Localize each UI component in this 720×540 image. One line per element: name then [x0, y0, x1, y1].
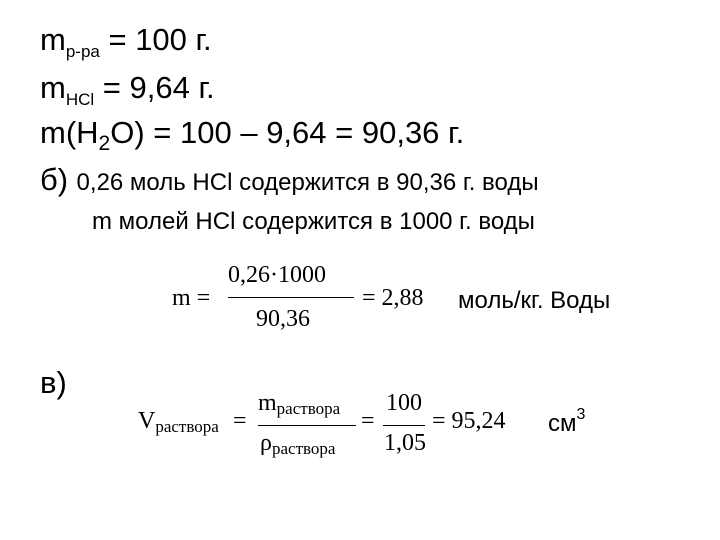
- formula-v-eq1: =: [233, 408, 247, 434]
- formula-v-result: = 95,24: [432, 408, 506, 434]
- formula-v-denominator-rho: ρраствора: [260, 430, 336, 458]
- given-mass-solution: $m_{р-ра} = 100$ г.: [40, 22, 212, 61]
- formula-v-numerator-100: 100: [386, 390, 422, 416]
- formula-v-denominator-105: 1,05: [384, 430, 426, 456]
- formula-v-unit: $см^3$: [548, 406, 586, 437]
- given-mass-hcl: $m_{HCl} = 9,64$ г.: [40, 70, 215, 109]
- formula-b-numerator: 0,26·1000: [228, 262, 326, 288]
- formula-v-numerator-m: mраствора: [258, 390, 341, 418]
- formula-b-unit: моль/кг. Воды: [458, 287, 611, 314]
- part-b-label: б): [40, 162, 69, 197]
- subscript-hcl: HCl: [65, 90, 95, 109]
- formula-v-lhs: Vраствора: [138, 408, 219, 436]
- formula-b-fraction-bar: [228, 297, 354, 298]
- given-mass-water: $m(H_2O) = 100 - 9,64 = 90,36$ г.: [40, 115, 465, 155]
- formula-b-result: = 2,88: [362, 285, 424, 311]
- formula-v-fraction-bar-1: [258, 425, 356, 426]
- formula-v-fraction-bar-2: [383, 425, 425, 426]
- formula-b-denominator: 90,36: [256, 306, 310, 332]
- subscript-2: 2: [98, 132, 111, 155]
- part-b-line1: [40, 162, 539, 198]
- formula-v-eq2: =: [361, 408, 375, 434]
- part-b-text1: 0,26 моль HCl содержится в 90,36 г. воды: [76, 169, 539, 196]
- part-b-text2: m молей HCl содержится в 1000 г. воды: [92, 208, 535, 235]
- formula-b-lhs: m =: [172, 285, 211, 311]
- subscript-solution: р-ра: [65, 42, 100, 61]
- unit-superscript: 3: [576, 406, 586, 423]
- part-v-label: в): [40, 365, 67, 400]
